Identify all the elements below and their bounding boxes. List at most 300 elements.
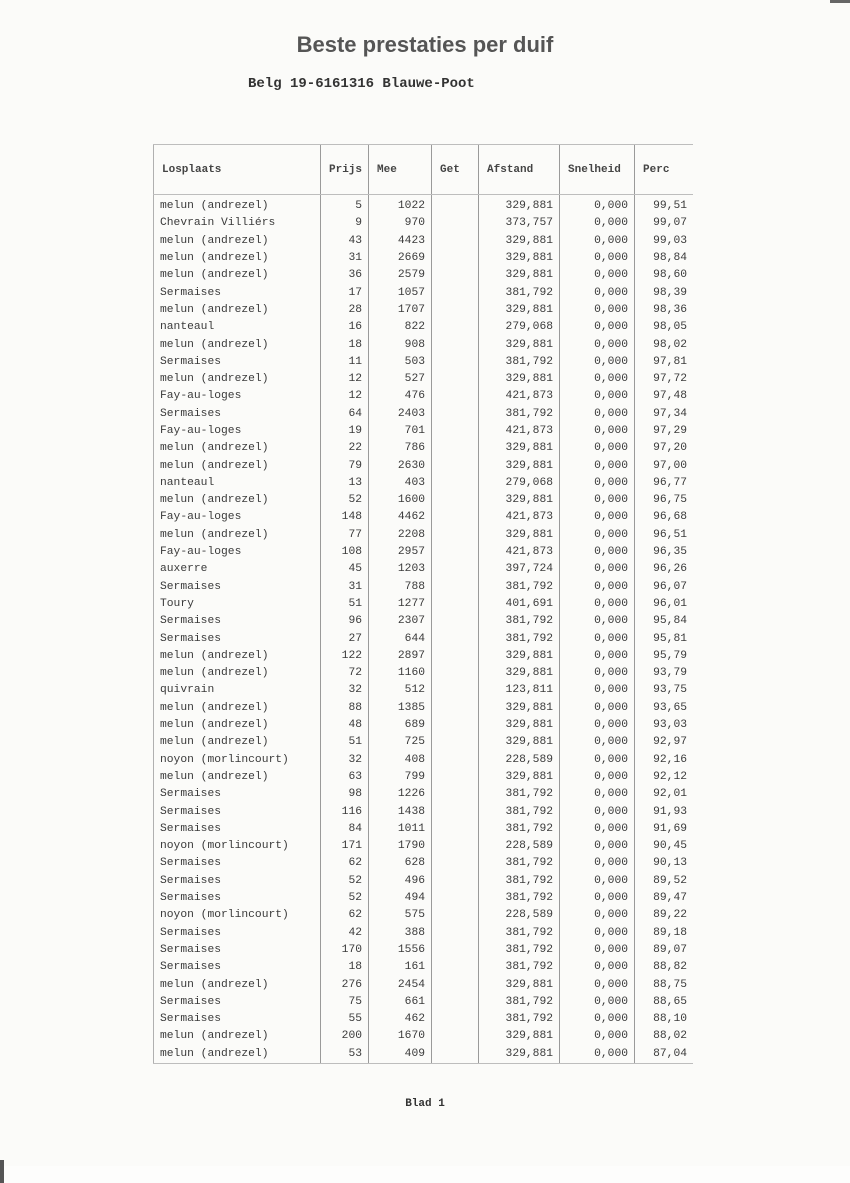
cell-afstand: 329,881: [479, 492, 560, 509]
header-losplaats: Losplaats: [154, 145, 321, 195]
cell-prijs: 52: [321, 890, 369, 907]
cell-snelheid: 0,000: [560, 942, 635, 959]
cell-snelheid: 0,000: [560, 336, 635, 353]
table-row: [154, 250, 694, 267]
cell-get: [432, 821, 479, 838]
cell-losplaats: Sermaises: [154, 803, 321, 820]
cell-losplaats: melun (andrezel): [154, 267, 321, 284]
cell-afstand: 381,792: [479, 786, 560, 803]
cell-perc: 97,72: [635, 371, 694, 388]
cell-snelheid: 0,000: [560, 527, 635, 544]
cell-losplaats: melun (andrezel): [154, 336, 321, 353]
cell-losplaats: noyon (morlincourt): [154, 838, 321, 855]
cell-perc: 92,97: [635, 734, 694, 751]
cell-losplaats: melun (andrezel): [154, 1028, 321, 1045]
cell-mee: 701: [369, 423, 432, 440]
cell-losplaats: melun (andrezel): [154, 648, 321, 665]
cell-mee: 644: [369, 630, 432, 647]
cell-snelheid: 0,000: [560, 613, 635, 630]
cell-mee: 512: [369, 682, 432, 699]
cell-snelheid: 0,000: [560, 250, 635, 267]
table-row: [154, 752, 694, 769]
cell-snelheid: 0,000: [560, 406, 635, 423]
cell-perc: 88,82: [635, 959, 694, 976]
cell-afstand: 381,792: [479, 406, 560, 423]
table-row: [154, 267, 694, 284]
cell-perc: 96,07: [635, 579, 694, 596]
cell-snelheid: 0,000: [560, 354, 635, 371]
cell-afstand: 421,873: [479, 544, 560, 561]
cell-afstand: 397,724: [479, 561, 560, 578]
cell-afstand: 329,881: [479, 302, 560, 319]
cell-perc: 87,04: [635, 1046, 694, 1064]
cell-get: [432, 924, 479, 941]
table-row: [154, 994, 694, 1011]
table-row: [154, 492, 694, 509]
cell-perc: 96,77: [635, 475, 694, 492]
cell-perc: 97,20: [635, 440, 694, 457]
table-body: [154, 195, 694, 1064]
cell-get: [432, 1011, 479, 1028]
table-row: [154, 561, 694, 578]
cell-mee: 1600: [369, 492, 432, 509]
cell-losplaats: Sermaises: [154, 579, 321, 596]
cell-afstand: 381,792: [479, 924, 560, 941]
cell-mee: 822: [369, 319, 432, 336]
cell-losplaats: Sermaises: [154, 890, 321, 907]
cell-mee: 788: [369, 579, 432, 596]
cell-perc: 99,03: [635, 233, 694, 250]
cell-mee: 1707: [369, 302, 432, 319]
cell-perc: 91,69: [635, 821, 694, 838]
cell-get: [432, 994, 479, 1011]
cell-afstand: 381,792: [479, 803, 560, 820]
cell-get: [432, 215, 479, 232]
cell-snelheid: 0,000: [560, 544, 635, 561]
cell-snelheid: 0,000: [560, 734, 635, 751]
table-row: [154, 821, 694, 838]
cell-afstand: 329,881: [479, 336, 560, 353]
cell-snelheid: 0,000: [560, 195, 635, 216]
cell-snelheid: 0,000: [560, 267, 635, 284]
cell-get: [432, 561, 479, 578]
cell-snelheid: 0,000: [560, 838, 635, 855]
cell-prijs: 12: [321, 388, 369, 405]
cell-losplaats: Toury: [154, 596, 321, 613]
cell-snelheid: 0,000: [560, 786, 635, 803]
cell-perc: 97,00: [635, 457, 694, 474]
cell-losplaats: melun (andrezel): [154, 195, 321, 216]
cell-afstand: 421,873: [479, 388, 560, 405]
cell-snelheid: 0,000: [560, 579, 635, 596]
cell-snelheid: 0,000: [560, 803, 635, 820]
cell-perc: 88,65: [635, 994, 694, 1011]
cell-snelheid: 0,000: [560, 1011, 635, 1028]
cell-get: [432, 440, 479, 457]
cell-losplaats: Sermaises: [154, 284, 321, 301]
table-header-row: [154, 145, 694, 195]
cell-losplaats: Sermaises: [154, 406, 321, 423]
cell-perc: 96,26: [635, 561, 694, 578]
cell-mee: 2208: [369, 527, 432, 544]
cell-get: [432, 195, 479, 216]
cell-get: [432, 354, 479, 371]
cell-mee: 1556: [369, 942, 432, 959]
cell-afstand: 381,792: [479, 1011, 560, 1028]
cell-prijs: 84: [321, 821, 369, 838]
cell-prijs: 13: [321, 475, 369, 492]
cell-prijs: 96: [321, 613, 369, 630]
cell-losplaats: melun (andrezel): [154, 734, 321, 751]
cell-prijs: 11: [321, 354, 369, 371]
cell-get: [432, 769, 479, 786]
cell-mee: 799: [369, 769, 432, 786]
cell-snelheid: 0,000: [560, 648, 635, 665]
cell-mee: 2957: [369, 544, 432, 561]
cell-get: [432, 544, 479, 561]
cell-mee: 476: [369, 388, 432, 405]
cell-losplaats: noyon (morlincourt): [154, 752, 321, 769]
cell-afstand: 329,881: [479, 976, 560, 993]
cell-prijs: 276: [321, 976, 369, 993]
cell-afstand: 228,589: [479, 907, 560, 924]
cell-prijs: 77: [321, 527, 369, 544]
cell-afstand: 381,792: [479, 284, 560, 301]
table-row: [154, 682, 694, 699]
cell-afstand: 329,881: [479, 665, 560, 682]
cell-prijs: 36: [321, 267, 369, 284]
cell-perc: 99,51: [635, 195, 694, 216]
cell-mee: 2307: [369, 613, 432, 630]
cell-snelheid: 0,000: [560, 752, 635, 769]
cell-get: [432, 648, 479, 665]
cell-mee: 1385: [369, 700, 432, 717]
cell-losplaats: noyon (morlincourt): [154, 907, 321, 924]
cell-afstand: 329,881: [479, 734, 560, 751]
cell-prijs: 52: [321, 873, 369, 890]
cell-prijs: 42: [321, 924, 369, 941]
cell-afstand: 381,792: [479, 890, 560, 907]
cell-get: [432, 579, 479, 596]
cell-get: [432, 596, 479, 613]
cell-get: [432, 233, 479, 250]
cell-afstand: 381,792: [479, 959, 560, 976]
cell-mee: 4423: [369, 233, 432, 250]
cell-snelheid: 0,000: [560, 924, 635, 941]
cell-perc: 90,13: [635, 855, 694, 872]
cell-losplaats: melun (andrezel): [154, 457, 321, 474]
table-row: [154, 596, 694, 613]
cell-mee: 496: [369, 873, 432, 890]
table-row: [154, 475, 694, 492]
cell-get: [432, 302, 479, 319]
cell-mee: 661: [369, 994, 432, 1011]
cell-mee: 1226: [369, 786, 432, 803]
cell-losplaats: Fay-au-loges: [154, 423, 321, 440]
cell-mee: 462: [369, 1011, 432, 1028]
table-row: [154, 907, 694, 924]
cell-get: [432, 838, 479, 855]
header-afstand: Afstand: [479, 145, 560, 195]
table-row: [154, 544, 694, 561]
table-row: [154, 700, 694, 717]
table-row: [154, 648, 694, 665]
cell-mee: 786: [369, 440, 432, 457]
table-row: [154, 336, 694, 353]
cell-perc: 96,01: [635, 596, 694, 613]
cell-perc: 98,39: [635, 284, 694, 301]
cell-perc: 95,84: [635, 613, 694, 630]
cell-get: [432, 388, 479, 405]
table-row: [154, 924, 694, 941]
cell-afstand: 329,881: [479, 457, 560, 474]
scan-bottom-strip: [0, 1166, 850, 1183]
cell-mee: 1160: [369, 665, 432, 682]
cell-get: [432, 475, 479, 492]
cell-perc: 97,81: [635, 354, 694, 371]
cell-losplaats: Sermaises: [154, 855, 321, 872]
cell-perc: 93,65: [635, 700, 694, 717]
cell-prijs: 32: [321, 752, 369, 769]
cell-afstand: 329,881: [479, 233, 560, 250]
cell-afstand: 123,811: [479, 682, 560, 699]
cell-get: [432, 250, 479, 267]
cell-get: [432, 665, 479, 682]
cell-perc: 89,22: [635, 907, 694, 924]
cell-afstand: 381,792: [479, 630, 560, 647]
cell-get: [432, 406, 479, 423]
cell-prijs: 63: [321, 769, 369, 786]
cell-mee: 2669: [369, 250, 432, 267]
cell-mee: 575: [369, 907, 432, 924]
table-row: [154, 457, 694, 474]
cell-prijs: 55: [321, 1011, 369, 1028]
cell-afstand: 329,881: [479, 648, 560, 665]
cell-afstand: 329,881: [479, 195, 560, 216]
cell-perc: 96,35: [635, 544, 694, 561]
cell-prijs: 22: [321, 440, 369, 457]
cell-snelheid: 0,000: [560, 1046, 635, 1064]
cell-perc: 89,18: [635, 924, 694, 941]
cell-afstand: 279,068: [479, 475, 560, 492]
cell-snelheid: 0,000: [560, 682, 635, 699]
table-row: [154, 803, 694, 820]
cell-perc: 88,10: [635, 1011, 694, 1028]
cell-perc: 93,03: [635, 717, 694, 734]
cell-perc: 97,29: [635, 423, 694, 440]
cell-prijs: 170: [321, 942, 369, 959]
cell-losplaats: melun (andrezel): [154, 492, 321, 509]
cell-losplaats: melun (andrezel): [154, 250, 321, 267]
cell-prijs: 18: [321, 959, 369, 976]
cell-losplaats: Sermaises: [154, 630, 321, 647]
cell-losplaats: Sermaises: [154, 994, 321, 1011]
table-row: [154, 371, 694, 388]
table-row: [154, 665, 694, 682]
cell-mee: 1438: [369, 803, 432, 820]
cell-prijs: 31: [321, 250, 369, 267]
cell-snelheid: 0,000: [560, 1028, 635, 1045]
cell-mee: 2897: [369, 648, 432, 665]
cell-snelheid: 0,000: [560, 994, 635, 1011]
cell-snelheid: 0,000: [560, 561, 635, 578]
cell-afstand: 381,792: [479, 613, 560, 630]
cell-mee: 2403: [369, 406, 432, 423]
cell-get: [432, 976, 479, 993]
cell-perc: 88,02: [635, 1028, 694, 1045]
cell-prijs: 48: [321, 717, 369, 734]
cell-snelheid: 0,000: [560, 596, 635, 613]
cell-prijs: 108: [321, 544, 369, 561]
table-row: [154, 354, 694, 371]
cell-snelheid: 0,000: [560, 630, 635, 647]
cell-get: [432, 786, 479, 803]
cell-losplaats: melun (andrezel): [154, 233, 321, 250]
cell-losplaats: melun (andrezel): [154, 976, 321, 993]
cell-snelheid: 0,000: [560, 665, 635, 682]
cell-perc: 95,81: [635, 630, 694, 647]
cell-prijs: 28: [321, 302, 369, 319]
cell-prijs: 200: [321, 1028, 369, 1045]
cell-get: [432, 717, 479, 734]
table-row: [154, 195, 694, 216]
cell-mee: 689: [369, 717, 432, 734]
cell-snelheid: 0,000: [560, 302, 635, 319]
cell-get: [432, 890, 479, 907]
cell-afstand: 329,881: [479, 717, 560, 734]
cell-prijs: 43: [321, 233, 369, 250]
cell-get: [432, 457, 479, 474]
cell-afstand: 381,792: [479, 942, 560, 959]
cell-prijs: 27: [321, 630, 369, 647]
page-title: Beste prestaties per duif: [296, 32, 554, 57]
cell-afstand: 228,589: [479, 752, 560, 769]
cell-mee: 2579: [369, 267, 432, 284]
header-prijs: Prijs: [321, 145, 369, 195]
cell-snelheid: 0,000: [560, 440, 635, 457]
cell-snelheid: 0,000: [560, 319, 635, 336]
cell-losplaats: Sermaises: [154, 924, 321, 941]
cell-afstand: 329,881: [479, 371, 560, 388]
table-row: [154, 233, 694, 250]
cell-get: [432, 492, 479, 509]
cell-get: [432, 942, 479, 959]
cell-get: [432, 803, 479, 820]
table-row: [154, 942, 694, 959]
cell-mee: 1057: [369, 284, 432, 301]
table-row: [154, 215, 694, 232]
cell-prijs: 5: [321, 195, 369, 216]
cell-afstand: 329,881: [479, 440, 560, 457]
cell-perc: 99,07: [635, 215, 694, 232]
table-row: [154, 423, 694, 440]
cell-mee: 409: [369, 1046, 432, 1064]
scan-edge-mark-left: [0, 1160, 4, 1183]
cell-snelheid: 0,000: [560, 907, 635, 924]
cell-prijs: 122: [321, 648, 369, 665]
cell-losplaats: Chevrain Villiérs: [154, 215, 321, 232]
cell-prijs: 72: [321, 665, 369, 682]
cell-snelheid: 0,000: [560, 492, 635, 509]
table-row: [154, 406, 694, 423]
cell-afstand: 381,792: [479, 855, 560, 872]
table-row: [154, 1011, 694, 1028]
cell-prijs: 116: [321, 803, 369, 820]
table-row: [154, 769, 694, 786]
cell-get: [432, 527, 479, 544]
cell-afstand: 373,757: [479, 215, 560, 232]
cell-mee: 628: [369, 855, 432, 872]
cell-prijs: 19: [321, 423, 369, 440]
cell-prijs: 9: [321, 215, 369, 232]
cell-get: [432, 284, 479, 301]
cell-perc: 93,75: [635, 682, 694, 699]
cell-mee: 494: [369, 890, 432, 907]
table-row: [154, 838, 694, 855]
cell-afstand: 381,792: [479, 994, 560, 1011]
cell-mee: 908: [369, 336, 432, 353]
cell-get: [432, 423, 479, 440]
cell-snelheid: 0,000: [560, 388, 635, 405]
cell-perc: 98,84: [635, 250, 694, 267]
cell-prijs: 98: [321, 786, 369, 803]
table-row: [154, 873, 694, 890]
cell-perc: 97,34: [635, 406, 694, 423]
cell-snelheid: 0,000: [560, 873, 635, 890]
cell-get: [432, 319, 479, 336]
table-row: [154, 717, 694, 734]
cell-afstand: 329,881: [479, 1028, 560, 1045]
table-row: [154, 284, 694, 301]
cell-mee: 2454: [369, 976, 432, 993]
cell-losplaats: Sermaises: [154, 873, 321, 890]
cell-losplaats: Sermaises: [154, 354, 321, 371]
cell-mee: 408: [369, 752, 432, 769]
cell-snelheid: 0,000: [560, 821, 635, 838]
cell-get: [432, 630, 479, 647]
cell-mee: 1670: [369, 1028, 432, 1045]
cell-losplaats: melun (andrezel): [154, 527, 321, 544]
table-row: [154, 527, 694, 544]
cell-losplaats: Fay-au-loges: [154, 388, 321, 405]
cell-perc: 95,79: [635, 648, 694, 665]
cell-prijs: 18: [321, 336, 369, 353]
cell-prijs: 148: [321, 509, 369, 526]
cell-snelheid: 0,000: [560, 769, 635, 786]
cell-snelheid: 0,000: [560, 215, 635, 232]
cell-prijs: 88: [321, 700, 369, 717]
cell-mee: 388: [369, 924, 432, 941]
cell-afstand: 381,792: [479, 873, 560, 890]
cell-get: [432, 959, 479, 976]
cell-get: [432, 682, 479, 699]
cell-afstand: 421,873: [479, 509, 560, 526]
cell-prijs: 52: [321, 492, 369, 509]
cell-mee: 2630: [369, 457, 432, 474]
cell-afstand: 381,792: [479, 354, 560, 371]
cell-snelheid: 0,000: [560, 509, 635, 526]
cell-prijs: 17: [321, 284, 369, 301]
cell-snelheid: 0,000: [560, 700, 635, 717]
cell-afstand: 421,873: [479, 423, 560, 440]
table-row: [154, 613, 694, 630]
cell-prijs: 62: [321, 855, 369, 872]
cell-losplaats: melun (andrezel): [154, 302, 321, 319]
table-row: [154, 388, 694, 405]
cell-losplaats: melun (andrezel): [154, 1046, 321, 1064]
cell-prijs: 171: [321, 838, 369, 855]
cell-snelheid: 0,000: [560, 423, 635, 440]
